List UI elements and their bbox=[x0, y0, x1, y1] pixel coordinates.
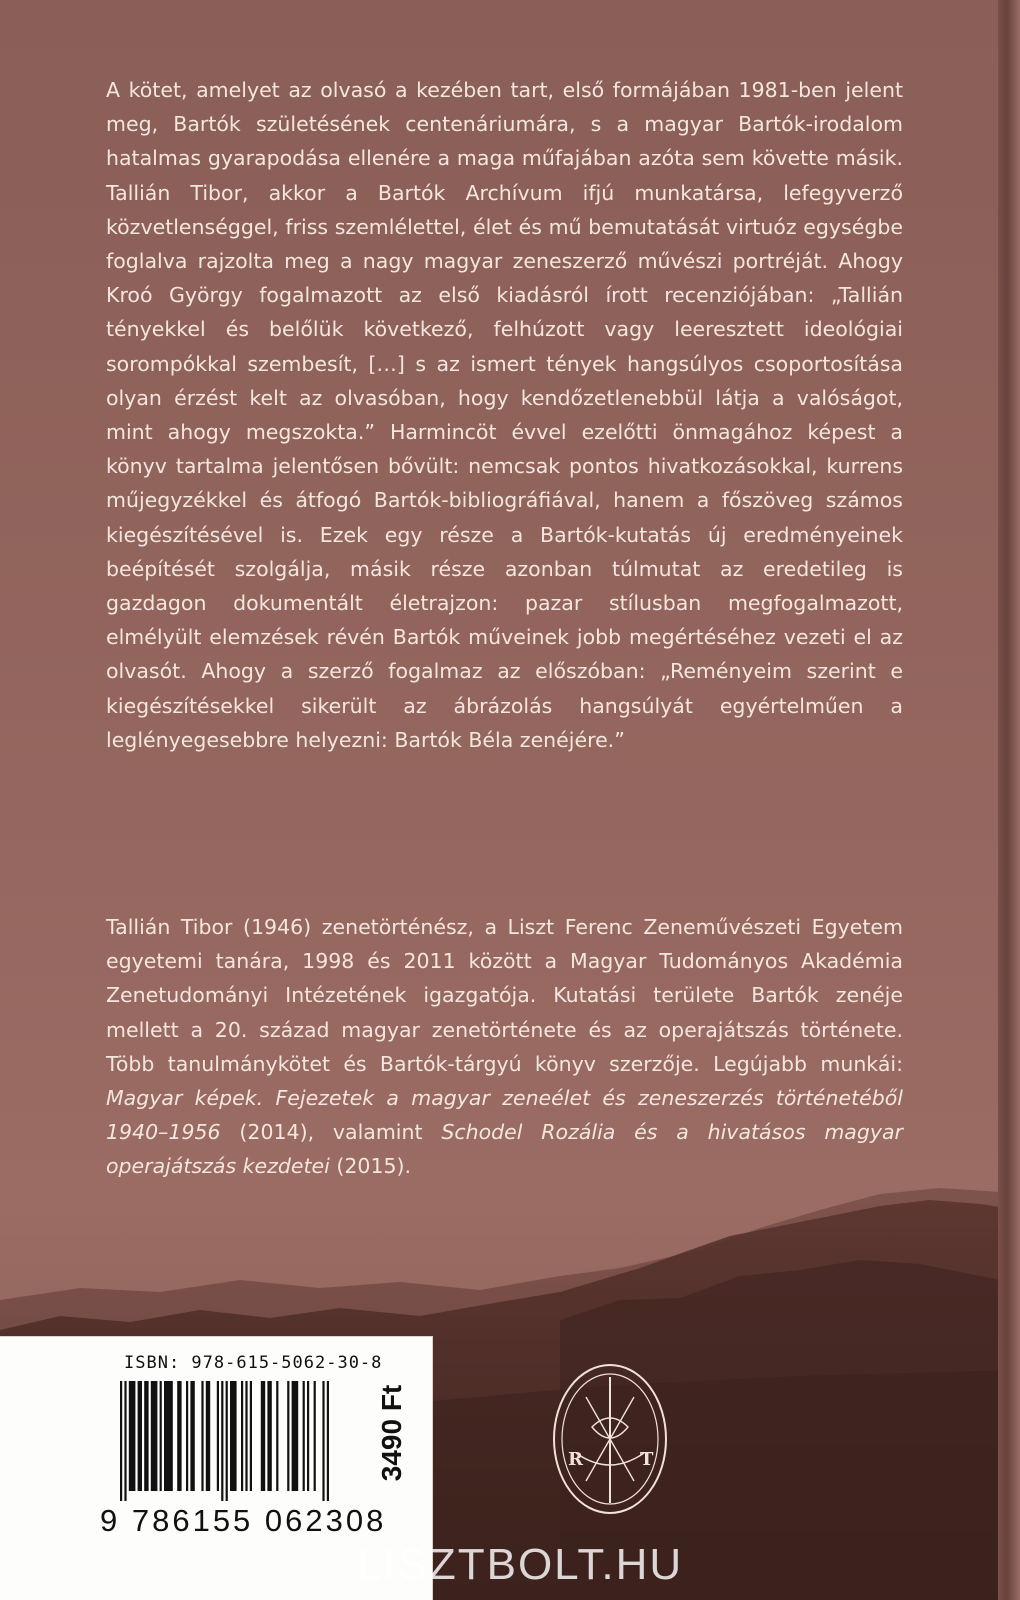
price-text: 3490 Ft bbox=[376, 1384, 407, 1482]
svg-text:T: T bbox=[640, 1449, 654, 1470]
barcode-bar bbox=[226, 1381, 228, 1501]
blurb-text: A kötet, amelyet az olvasó a kezében tart, első formájában 1981-ben jelent meg, Bartók születésének centenáriumára, s a magyar Bartók-irodalom hatalmas gyarapodása ellenére a maga műfajában azóta sem követte másik. Tallián Tibor, akkor a Bartók Archívum ifjú munkatársa, lefegyverző közvetlenséggel, friss szemlélettel, élet és mű bemutatását virtuóz egységbe foglalva rajzolta meg a nagy magyar zeneszerző művészi portréját. Ahogy Kroó György fogalmazott az első kiadásról írott recenziójában: „Tallián tényekkel és belőlük következő, felhúzott vagy leeresztett ideológiai sorompókkal szembesít, […] s az ismert tények hangsúlyos csoportosítása olyan érzést kelt az olvasóban, hogy kendőzetlenebbül látja a valóságot, mint ahogy megszokta.” Harmincöt évvel ezelőtti önmagához képest a könyv tartalma jelentősen bővült: nemcsak pontos hivatkozásokkal, kurrens műjegyzékkel és átfogó Bartók-bibliográfiával, hanem a főszöveg számos kiegészítésével is. Ezek egy része a Bartók-kutatás új eredményeinek beépítését szolgálja, másik része azonban túlmutat az eredetileg is gazdagon dokumentált életrajzon: pazar stílusban megfogalmazott, elmélyült elemzések révén Bartók műveinek jobb megértéséhez vezeti el az olvasót. Ahogy a szerző fogalmaz az előszóban: „Reményeim szerint e kiegészítésekkel sikerült az ábrázolás hangsúlyát egyértelműen a leglényegesebbre helyezni: Bartók Béla zenéjére.” bbox=[106, 78, 903, 752]
barcode-bar bbox=[327, 1381, 329, 1501]
author-bio-text bbox=[106, 910, 903, 1184]
barcode-bar bbox=[276, 1381, 278, 1491]
barcode-bar bbox=[217, 1381, 219, 1491]
bio-main-text: Tallián Tibor (1946) zenetörténész, a Liszt Ferenc Zeneművészeti Egyetem egyetemi tanára, 1998 és 2011 között a Magyar Tudományos Akadémia Zenetudományi Intézetének igazgatója. Kutatási területe Bartók zenéje mellett a 20. század magyar zenetörténete és az operajátszás története. Több tanulmánykötet és Bartók-tárgyú könyv szerzője. Legújabb munkái: bbox=[106, 915, 903, 1076]
barcode-bar bbox=[138, 1381, 142, 1491]
barcode-bar bbox=[120, 1381, 122, 1501]
barcode-bar bbox=[267, 1381, 271, 1491]
barcode-bar bbox=[177, 1381, 181, 1491]
barcode-bar bbox=[261, 1381, 265, 1491]
bio-work-title-1: Magyar képek. Fejezetek a magyar zeneélet és zeneszerzés történetéből 1940–1956 bbox=[106, 1086, 903, 1145]
barcode-bar bbox=[144, 1381, 148, 1491]
spine-edge bbox=[998, 0, 1020, 1600]
barcode-bar bbox=[250, 1381, 252, 1491]
barcode-bar bbox=[186, 1381, 188, 1491]
barcode-bar bbox=[160, 1381, 162, 1491]
barcode-bar bbox=[307, 1381, 309, 1491]
bio-work-year-1: (2014), valamint bbox=[220, 1120, 442, 1145]
bio-work-title-2: Schodel Rozália és a hivatásos magyar operajátszás kezdetei bbox=[106, 1120, 903, 1179]
barcode-bar bbox=[230, 1381, 237, 1491]
barcode-bar bbox=[287, 1381, 289, 1491]
watermark: LISZTBOLT.HU bbox=[356, 1540, 684, 1589]
barcode-bar bbox=[241, 1381, 243, 1491]
bio-work-year-2: (2015). bbox=[329, 1154, 412, 1179]
barcode-bar bbox=[129, 1381, 136, 1491]
blurb-paragraph bbox=[106, 73, 903, 757]
barcode-bar bbox=[322, 1381, 324, 1501]
barcode-bar bbox=[292, 1381, 299, 1491]
barcode-bar bbox=[314, 1381, 316, 1491]
barcode-bar bbox=[151, 1381, 158, 1491]
barcode-bar bbox=[245, 1381, 247, 1491]
barcode-digits: 9 786155 062308 bbox=[100, 1503, 387, 1538]
isbn-text: ISBN: 978-615-5062-30-8 bbox=[124, 1353, 383, 1373]
barcode-bar bbox=[303, 1381, 305, 1491]
barcode-bar bbox=[221, 1381, 223, 1501]
svg-text:R: R bbox=[568, 1449, 583, 1470]
barcode-bar bbox=[201, 1381, 203, 1491]
barcode-bar bbox=[190, 1381, 194, 1491]
author-bio-paragraph bbox=[106, 910, 903, 1184]
barcode-bar bbox=[124, 1381, 126, 1501]
barcode-bar bbox=[206, 1381, 210, 1491]
barcode-bar bbox=[164, 1381, 173, 1491]
publisher-emblem bbox=[546, 1357, 674, 1521]
barcode-bars bbox=[116, 1381, 364, 1505]
